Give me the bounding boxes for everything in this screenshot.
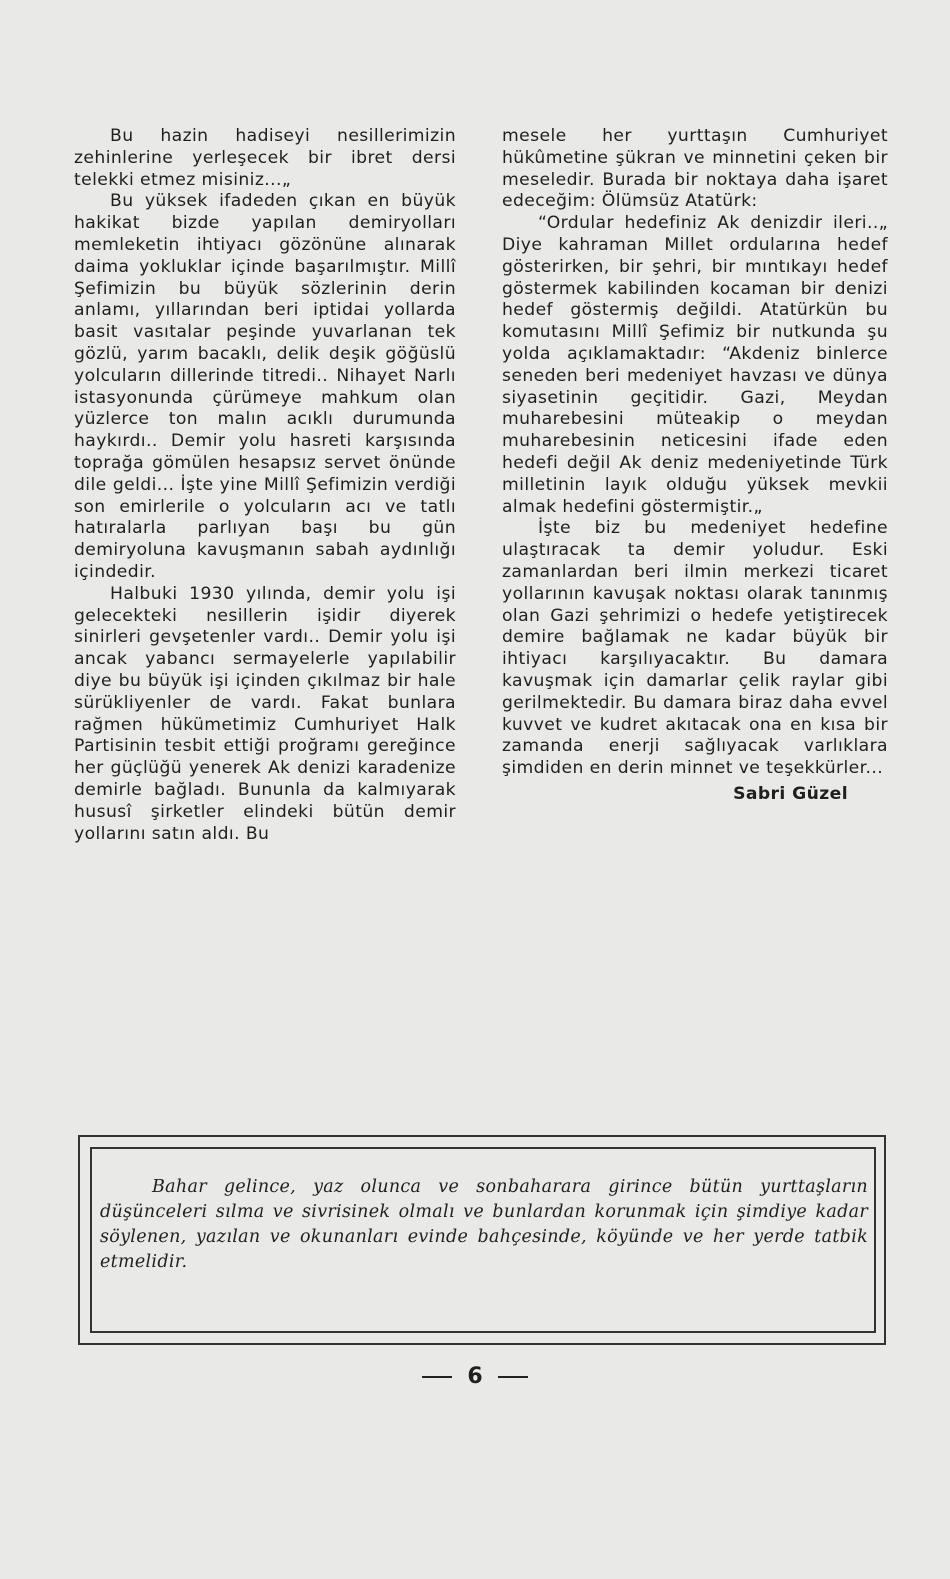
left-paragraph-3: Halbuki 1930 yılında, demir yolu işi gelecekteki nesillerin işidir diyerek sinirleri gevşetenler vardı.. Demir yolu işi ancak yabancı sermayelerle yapılabilir diye bu büyük işi içinden çıkılmaz bir hale sürükliyenler de vardı. Fakat bunlara rağmen hükümetimiz Cumhuriyet Halk Partisinin tesbit ettiği proğramı gereğince her güçlüğü yenerek Ak denizi karadenize demirle bağladı. Bununla da kalmıyarak hususî şirketler elindeki bütün demir yollarını satın aldı. Bu: [74, 583, 456, 844]
page-number-value: 6: [467, 1364, 483, 1389]
left-paragraph-1: Bu hazin hadiseyi nesillerimizin zehinlerine yerleşecek bir ibret dersi telekki etmez misiniz...„: [74, 126, 456, 190]
right-paragraph-1: mesele her yurttaşın Cumhuriyet hükûmetine şükran ve minnetini çeken bir meseledir. Burada bir noktaya daha işaret edeceğim: Ölümsüz Atatürk:: [502, 126, 888, 212]
left-paragraph-2: Bu yüksek ifadeden çıkan en büyük hakikat bizde yapılan demiryolları memleketin ihtiyacı gözönüne alınarak daima yokluklar içinde başarılmıştır. Millî Şefimizin bu büyük sözlerinin derin anlamı, yıllarından beri iptidai yollarda basit vasıtalar peşinde yuvarlanan tek gözlü, yarım bacaklı, delik deşik göğüslü yolcuların dillerinde titredi.. Nihayet Narlı istasyonunda çürümeye mahkum olan yüzlerce ton malın acıklı durumunda haykırdı.. Demir yolu hasreti karşısında toprağa gömülen hesapsız servet önünde dile geldi... İşte yine Millî Şefimizin verdiği son emirlerile o yolcuların acı ve tatlı hatıralarla parlıyan başı bu gün demiryoluna kavuşmanın sabah aydınlığı içindedir.: [74, 191, 456, 582]
right-paragraph-2: “Ordular hedefiniz Ak denizdir ileri..„ Diye kahraman Millet ordularına hedef gösterirken, bir şehri, bir mıntıkayı hedef göstermek kabilinden kocaman bir denizi hedef göstermiş değildi. Atatürkün bu komutasını Millî Şefimiz bir nutkunda şu yolda açıklamaktadır: “Akdeniz binlerce seneden beri medeniyet havzası ve dünya siyasetinin geçitidir. Gazi, Meydan muharebesini müteakip o meydan muharebesinin neticesini ifade eden hedefi değil Ak deniz medeniyetinde Türk milletinin layık olduğu yüksek mevkii almak hedefini göstermiştir.„: [502, 213, 888, 517]
page-number: [0, 1364, 950, 1389]
author-signature: Sabri Güzel: [733, 783, 848, 804]
notice-box: [78, 1135, 886, 1345]
right-column: [502, 126, 888, 806]
right-paragraph-3: İşte biz bu medeniyet hedefine ulaştıracak ta demir yoludur. Eski zamanlardan beri ilmin merkezi ticaret yollarının kavuşak noktası olarak tanınmış olan Gazi şehrimizi o hedefe yetiştirecek demire bağlamak ne kadar büyük bir ihtiyacı karşılıyacaktır. Bu damara kavuşmak için damarlar çelik raylar gibi gerilmektedir. Bu damara biraz daha evvel kuvvet ve kudret akıtacak ona en kısa bir zamanda enerji sağlıyacak varlıklara şimdiden en derin minnet ve teşekkürler...: [502, 518, 888, 779]
dash-left: [422, 1376, 452, 1378]
left-column: [74, 126, 456, 845]
notice-text: Bahar gelince, yaz olunca ve sonbaharara girince bütün yurttaşların düşünceleri sılma ve sivrisinek olmalı ve bunlardan korunmak için şimdiye kadar söylenen, yazılan ve okunanları evinde bahçesinde, köyünde ve her yerde tatbik etmelidir.: [100, 1177, 868, 1272]
dash-right: [498, 1376, 528, 1378]
